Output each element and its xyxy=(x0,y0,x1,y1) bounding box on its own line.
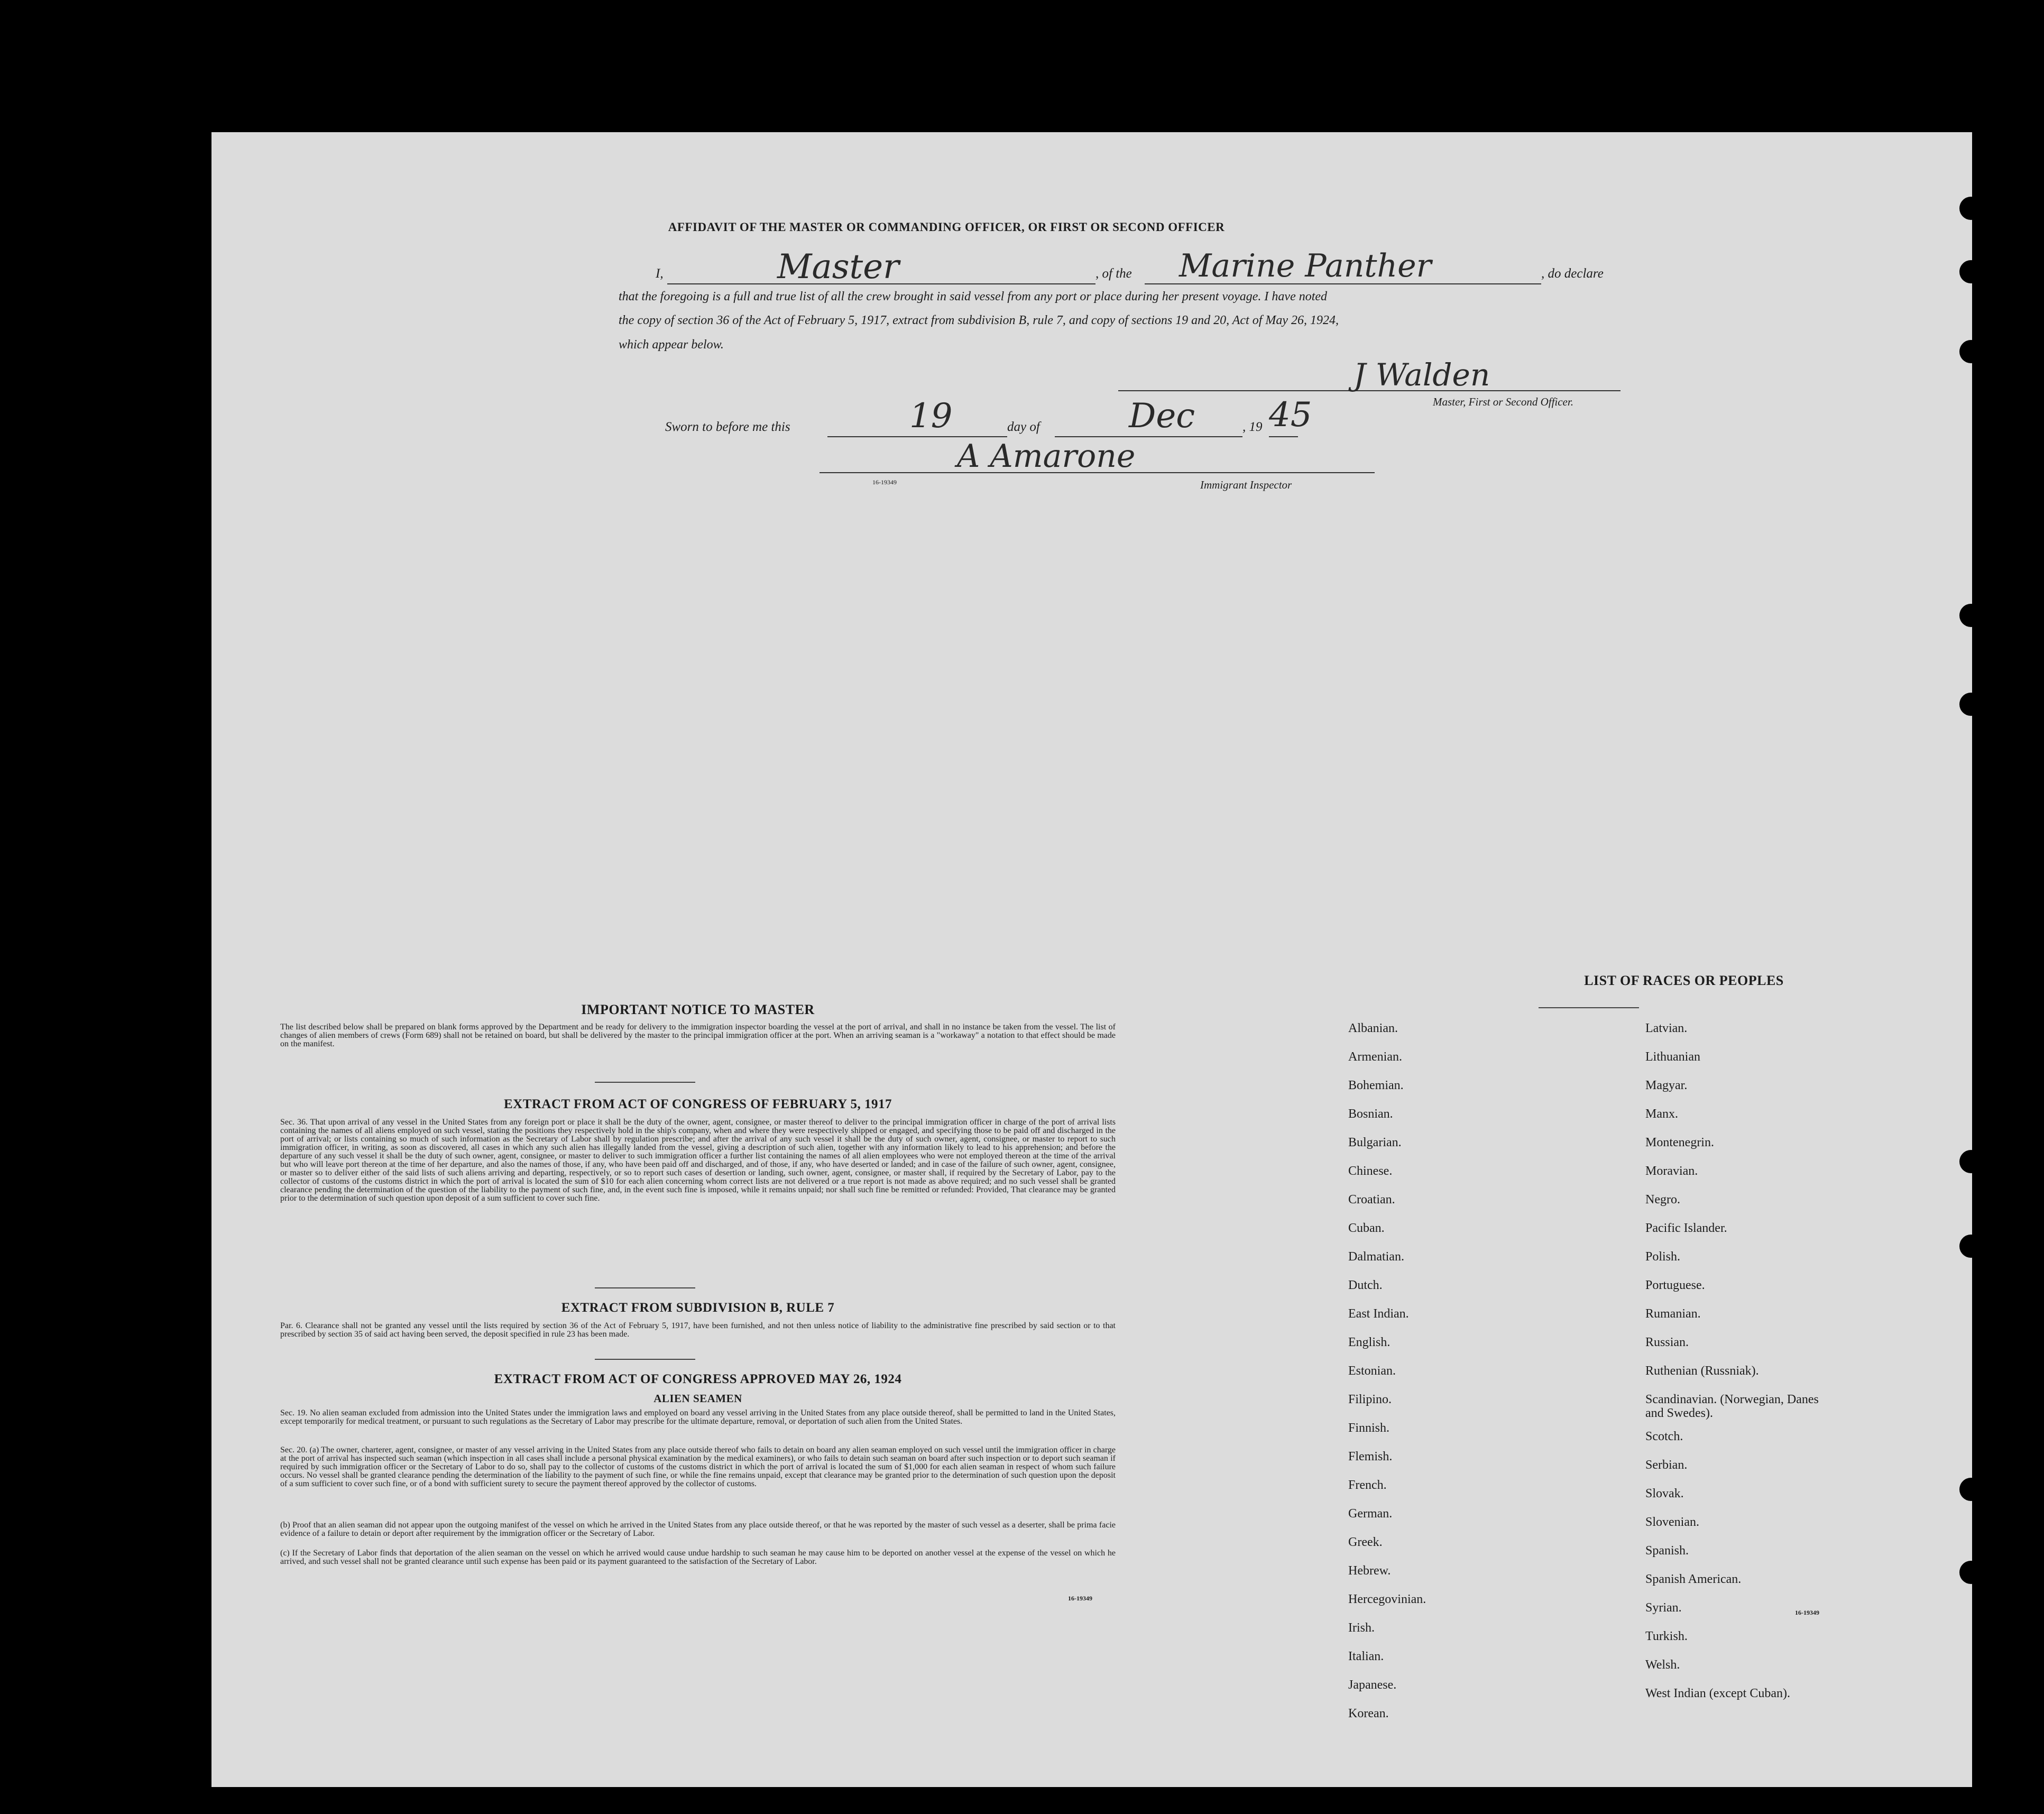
do-declare-label: , do declare xyxy=(1541,266,1604,281)
sec20c-text: (c) If the Secretary of Labor finds that deportation of the alien seaman on the vessel on which he arrived would cause undue hardship to such seaman he may cause him to be deported on another vessel at the expense of the vessel on which he arrived, and such vessel shall not be granted clearance until such expense has been paid or its payment guaranteed to the satisfaction of the Secretary of Labor. xyxy=(280,1549,1116,1566)
race-item: Latvian. xyxy=(1645,1021,1688,1035)
affidavit-i-label: I, xyxy=(656,266,664,281)
affidavit-line-4: which appear below. xyxy=(619,338,724,352)
race-item: Albanian. xyxy=(1348,1021,1398,1035)
sec19-text: Sec. 19. No alien seaman excluded from admission into the United States under the immigration laws and employed on board any vessel arriving in the United States from any place outside thereof, shall be permitted to land in the United States, except temporarily for medical treatment, or pursuant to such regulations as the Secretary of Labor may prescribe for the ultimate departure, removal, or deportation of such alien from the United States. xyxy=(280,1408,1116,1426)
race-item: East Indian. xyxy=(1348,1307,1409,1321)
race-item: English. xyxy=(1348,1336,1391,1349)
race-item: Lithuanian xyxy=(1645,1050,1700,1064)
master-signature: J Walden xyxy=(1354,357,1490,393)
race-item: Hebrew. xyxy=(1348,1564,1391,1578)
of-the-label: , of the xyxy=(1095,266,1132,281)
form-number: 16-19349 xyxy=(872,478,897,486)
race-item: Welsh. xyxy=(1645,1658,1680,1672)
rule7-title: EXTRACT FROM SUBDIVISION B, RULE 7 xyxy=(561,1301,835,1315)
race-item: Hercegovinian. xyxy=(1348,1592,1426,1606)
sec20b-text: (b) Proof that an alien seaman did not appear upon the outgoing manifest of the vessel on which he arrived in the United States from any place outside thereof, or that he was reported by the master of such vessel as a deserter, shall be prima facie evidence of a failure to detain or deport after requirement by the immigration officer or the Secretary of Labor. xyxy=(280,1521,1116,1538)
race-item: Slovak. xyxy=(1645,1487,1684,1500)
race-item: Greek. xyxy=(1348,1535,1383,1549)
race-item: French. xyxy=(1348,1478,1387,1492)
race-item: Scotch. xyxy=(1645,1430,1683,1443)
race-item: Turkish. xyxy=(1645,1629,1688,1643)
race-item: Rumanian. xyxy=(1645,1307,1701,1321)
race-item: Armenian. xyxy=(1348,1050,1402,1064)
inspector-caption: Immigrant Inspector xyxy=(1200,478,1292,491)
day-of-label: day of xyxy=(1007,420,1040,434)
race-item: Flemish. xyxy=(1348,1450,1393,1463)
race-item: Scandinavian. (Norwegian, Danes and Swedes). xyxy=(1645,1393,1819,1420)
sec20a-text: Sec. 20. (a) The owner, charterer, agent, consignee, or master of any vessel arriving in the United States from any place outside thereof who fails to detain on board any alien seaman employed on such vessel until the immigration officer in charge at the port of arrival has inspected such seaman (which inspection in all cases shall include a personal physical examination by the medical examiners), or who fails to detain such seaman on board after such inspection or to deport such seaman if required by such immigration officer or the Secretary of Labor to do so, shall pay to the collector of customs of the customs district in which the port of arrival is located the sum of $1,000 for each alien seaman in respect of whom such failure occurs. No vessel shall be granted clearance pending the determination of the liability to the payment of such fine, or while the fine remains unpaid, except that clearance may be granted prior to the determination of such question upon the deposit of a sum sufficient to cover such fine, or of a bond with sufficient surety to secure the payment thereof approved by the collector of customs. xyxy=(280,1445,1116,1488)
master-handwriting: Master xyxy=(777,247,899,287)
year-prefix-label: , 19 xyxy=(1242,420,1263,434)
affidavit-line-3: the copy of section 36 of the Act of February 5, 1917, extract from subdivision B, rule 7, and copy of sections 19 and 20, Act of May 26, 1924, xyxy=(619,314,1339,327)
race-item: Korean. xyxy=(1348,1707,1389,1720)
race-item: Bulgarian. xyxy=(1348,1136,1402,1149)
races-title: LIST OF RACES OR PEOPLES xyxy=(1584,973,1784,988)
race-item: German. xyxy=(1348,1507,1393,1521)
race-item: Syrian. xyxy=(1645,1601,1682,1615)
extract-1917-text: Sec. 36. That upon arrival of any vessel in the United States from any foreign port or place it shall be the duty of the owner, agent, consignee, or master thereof to deliver to the principal immigration officer in charge of the port of arrival lists containing the names of all aliens employed on such vessel, stating the positions they respectively hold in the ship's company, when and where they were respectively shipped or engaged, and specifying those to be paid off and discharged in the port of arrival; or lists containing so much of such information as the Secretary of Labor shall by regulation prescribe; and after the arrival of any such vessel it shall be the duty of such owner, agent, consignee, or master to report to such immigration officer, in writing, as soon as discovered, all cases in which any such alien has illegally landed from the vessel, giving a description of such alien, together with any information likely to lead to his apprehension; and before the departure of any such vessel it shall be the duty of such owner, agent, consignee, or master to deliver to such immigration officer a further list containing the names of all alien employees who were not employed thereon at the time of the arrival but who will leave port thereon at the time of her departure, and also the names of those, if any, who have been paid off and discharged, and of those, if any, who have deserted or landed; and in case of the failure of such owner, agent, consignee, or master so to deliver either of the said lists of such aliens arriving and departing, respectively, or so to report such cases of desertion or landing, such owner, agent, consignee, or master shall, if required by the Secretary of Labor, pay to the collector of customs of the customs district in which the port of arrival is located the sum of $10 for each alien concerning whom correct lists are not delivered or a true report is not made as above required; and no such vessel shall be granted clearance pending the determination of the question of the liability to the payment of such fine, and, in the event such fine is imposed, while it remains unpaid; nor shall such fine be remitted or refunded: Provided, That clearance may be granted prior to the determination of such question upon deposit of a sum sufficient to cover such fine. xyxy=(280,1118,1116,1203)
punch-hole xyxy=(1959,693,1983,716)
vessel-name-handwriting: Marine Panther xyxy=(1179,247,1432,284)
extract-1924-title: EXTRACT FROM ACT OF CONGRESS APPROVED MAY 26, 1924 xyxy=(494,1372,902,1386)
rule7-text: Par. 6. Clearance shall not be granted any vessel until the lists required by section 36 of the Act of February 5, 1917, have been furnished, and not then unless notice of liability to the administrative fine prescribed by said section or to that prescribed by section 35 of said act having been served, the deposit specified in rule 23 has been made. xyxy=(280,1321,1116,1339)
inspector-signature: A Amarone xyxy=(957,438,1136,475)
form-number: 16-19349 xyxy=(1795,1609,1819,1616)
race-item: Slovenian. xyxy=(1645,1515,1699,1529)
race-item: West Indian (except Cuban). xyxy=(1645,1687,1790,1700)
punch-hole xyxy=(1959,1150,1983,1173)
race-item: Irish. xyxy=(1348,1621,1375,1635)
sworn-label: Sworn to before me this xyxy=(665,420,790,434)
race-item: Cuban. xyxy=(1348,1221,1385,1235)
affidavit-title: AFFIDAVIT OF THE MASTER OR COMMANDING OFFICER, OR FIRST OR SECOND OFFICER xyxy=(668,220,1225,234)
race-item: Bohemian. xyxy=(1348,1079,1404,1092)
race-item: Spanish. xyxy=(1645,1544,1689,1558)
race-item: Manx. xyxy=(1645,1107,1678,1121)
sworn-month-handwriting: Dec xyxy=(1129,397,1195,436)
race-item: Ruthenian (Russniak). xyxy=(1645,1364,1759,1378)
race-item: Moravian. xyxy=(1645,1164,1698,1178)
race-item: Magyar. xyxy=(1645,1079,1688,1092)
punch-hole xyxy=(1959,604,1983,627)
race-item: Filipino. xyxy=(1348,1393,1392,1406)
affidavit-line-2: that the foregoing is a full and true list of all the crew brought in said vessel from any port or place during her present voyage. I have noted xyxy=(619,290,1328,303)
race-item: Pacific Islander. xyxy=(1645,1221,1727,1235)
race-item: Negro. xyxy=(1645,1193,1680,1207)
race-item: Russian. xyxy=(1645,1336,1689,1349)
punch-hole xyxy=(1959,1561,1983,1584)
race-item: Chinese. xyxy=(1348,1164,1393,1178)
alien-seamen-subtitle: ALIEN SEAMEN xyxy=(653,1392,742,1405)
sworn-year-handwriting: 45 xyxy=(1269,395,1312,435)
race-item: Dalmatian. xyxy=(1348,1250,1404,1264)
race-item: Finnish. xyxy=(1348,1421,1390,1435)
race-item: Polish. xyxy=(1645,1250,1681,1264)
race-item: Italian. xyxy=(1348,1650,1384,1663)
document-page xyxy=(211,132,1972,1787)
race-item: Serbian. xyxy=(1645,1458,1688,1472)
race-item: Montenegrin. xyxy=(1645,1136,1714,1149)
punch-hole xyxy=(1959,197,1983,220)
signature-caption: Master, First or Second Officer. xyxy=(1433,395,1573,408)
form-number: 16-19349 xyxy=(1068,1595,1092,1602)
race-item: Spanish American. xyxy=(1645,1572,1742,1586)
race-item: Portuguese. xyxy=(1645,1278,1705,1292)
race-item: Estonian. xyxy=(1348,1364,1396,1378)
punch-hole xyxy=(1959,1235,1983,1258)
punch-hole xyxy=(1959,340,1983,363)
punch-hole xyxy=(1959,260,1983,283)
race-item: Dutch. xyxy=(1348,1278,1383,1292)
punch-hole xyxy=(1959,1478,1983,1501)
notice-title: IMPORTANT NOTICE TO MASTER xyxy=(581,1002,815,1017)
race-item: Croatian. xyxy=(1348,1193,1395,1207)
sworn-day-handwriting: 19 xyxy=(909,397,953,436)
race-item: Japanese. xyxy=(1348,1678,1397,1692)
race-item: Bosnian. xyxy=(1348,1107,1393,1121)
notice-text: The list described below shall be prepared on blank forms approved by the Department and be ready for delivery to the immigration inspector boarding the vessel at the port of arrival, and shall in no instance be taken from the vessel. The list of changes of alien members of crews (Form 689) shall not be retained on board, but shall be delivered by the master to the principal immigration officer at the port. When an arriving seaman is a "workaway" a notation to that effect should be made on the manifest. xyxy=(280,1023,1116,1048)
extract-1917-title: EXTRACT FROM ACT OF CONGRESS OF FEBRUARY 5, 1917 xyxy=(503,1097,892,1111)
